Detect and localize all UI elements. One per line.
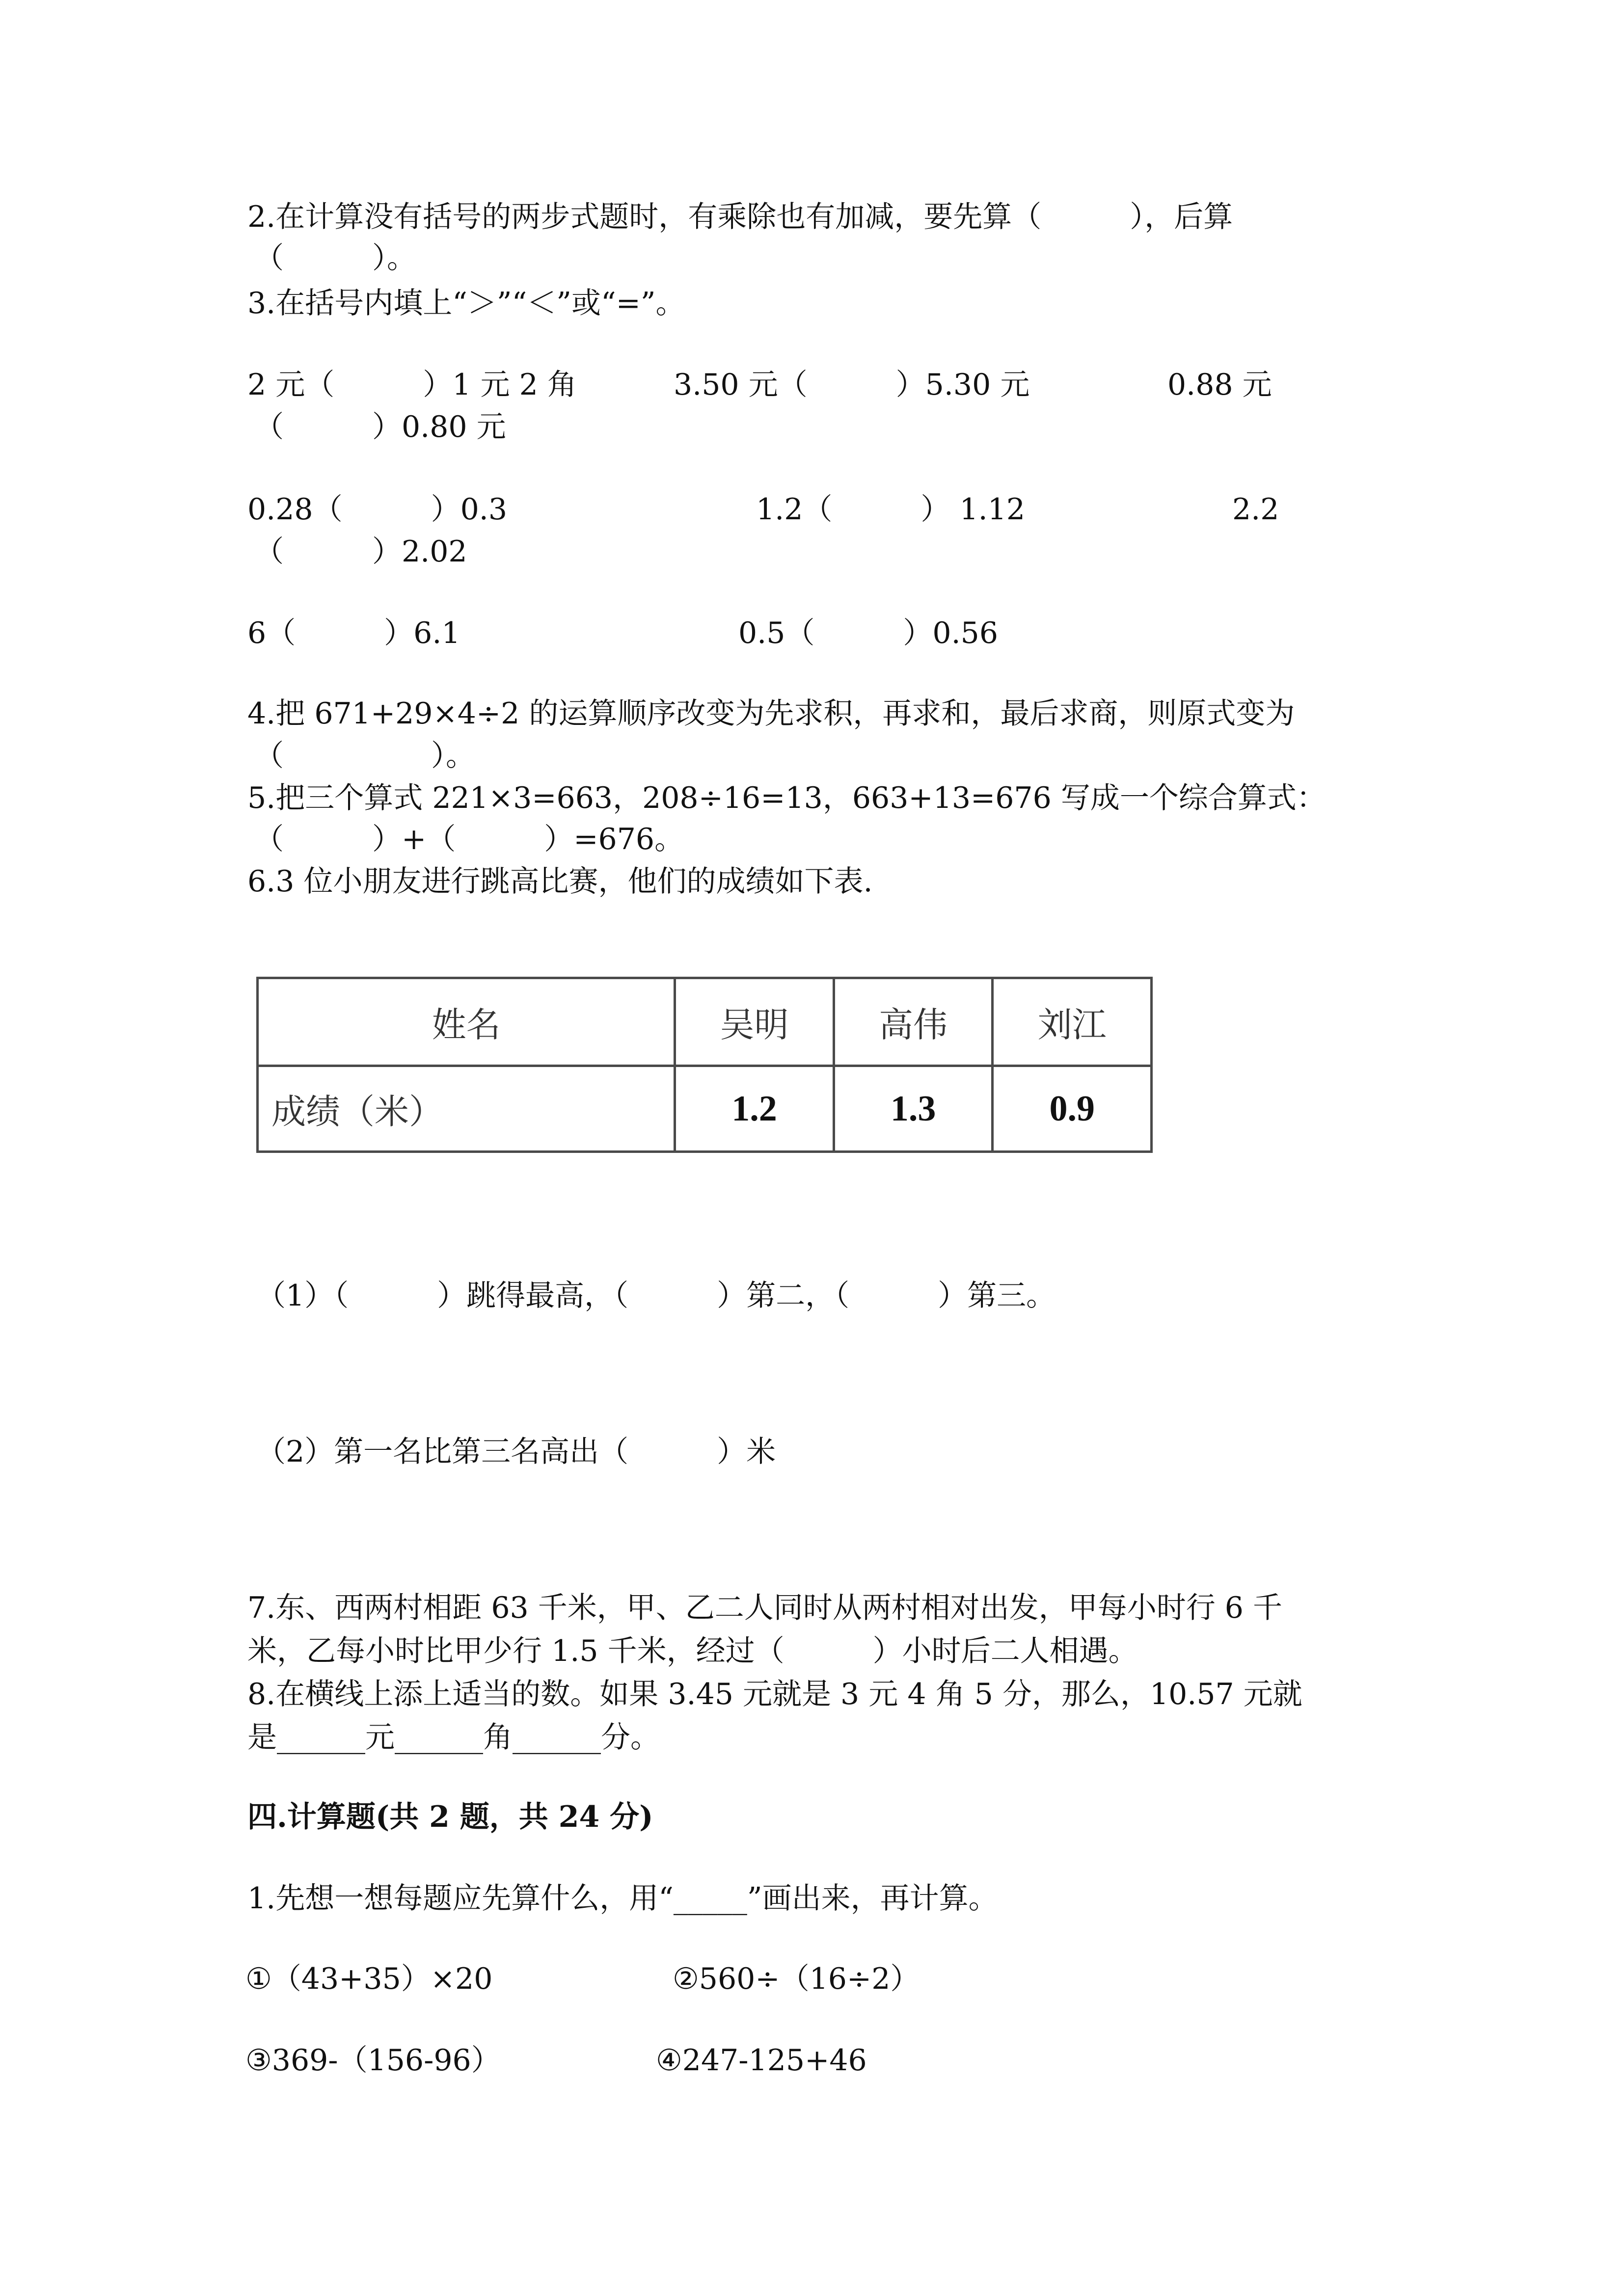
section-4-question-1: 1.先想一想每题应先算什么，用“_____”画出来，再计算。	[247, 1881, 998, 1916]
table-header-cell: 吴明	[675, 978, 834, 1066]
question-5-line-2: （ ）+（ ）=676。	[254, 822, 684, 856]
table-header-cell: 刘江	[993, 978, 1152, 1066]
question-6-part-2: （2）第一名比第三名高出（ ）米	[256, 1435, 776, 1469]
question-6: 6.3 位小朋友进行跳高比赛，他们的成绩如下表.	[247, 864, 873, 899]
expression-2: ②560÷（16÷2）	[673, 1962, 920, 1996]
compare-0-88: 0.88 元	[1167, 368, 1272, 402]
compare-2-2: 2.2	[1232, 492, 1279, 527]
question-7-line-1: 7.东、西两村相距 63 千米，甲、乙二人同时从两村相对出发，甲每小时行 6 千	[247, 1591, 1283, 1625]
question-4-line-2: （ ）。	[254, 739, 475, 773]
table-row	[258, 1066, 1152, 1152]
expression-3: ③369-（156-96）	[245, 2043, 501, 2078]
question-2-line-1: 2.在计算没有括号的两步式题时，有乘除也有加减，要先算（ ），后算	[247, 200, 1233, 234]
compare-3-50: 3.50 元（ ）5.30 元	[674, 368, 1030, 402]
question-8-line-1: 8.在横线上添上适当的数。如果 3.45 元就是 3 元 4 角 5 分，那么，10.57 元就	[247, 1677, 1302, 1711]
compare-6: 6（ ）6.1	[247, 616, 460, 650]
question-8-line-2: 是______元______角______分。	[247, 1720, 660, 1755]
question-5-line-1: 5.把三个算式 221×3=663，208÷16=13，663+13=676 写成一个综合算式：	[247, 781, 1326, 815]
question-7-line-2: 米，乙每小时比甲少行 1.5 千米，经过（ ）小时后二人相遇。	[247, 1634, 1138, 1668]
compare-2-2-cont: （ ）2.02	[254, 534, 467, 569]
compare-2yuan: 2 元（ ）1 元 2 角	[247, 368, 577, 402]
expression-4: ④247-125+46	[656, 2043, 867, 2078]
compare-0-28: 0.28（ ）0.3	[247, 492, 508, 527]
compare-0-88-cont: （ ）0.80 元	[254, 410, 506, 444]
question-3: 3.在括号内填上“＞”“＜”或“=”。	[247, 286, 685, 320]
question-4-line-1: 4.把 671+29×4÷2 的运算顺序改变为先求积，再求和，最后求商，则原式变为	[247, 696, 1295, 731]
compare-1-2: 1.2（ ） 1.12	[756, 492, 1026, 527]
table-header-cell: 高伟	[834, 978, 993, 1066]
section-4-heading: 四.计算题(共 2 题，共 24 分)	[247, 1800, 653, 1834]
table-header-cell: 姓名	[258, 978, 675, 1066]
table-cell: 0.9	[993, 1066, 1152, 1152]
table-row-label: 成绩（米）	[258, 1066, 675, 1152]
high-jump-table	[256, 977, 1153, 1153]
compare-0-5: 0.5（ ）0.56	[738, 616, 999, 650]
expression-1: ①（43+35）×20	[245, 1962, 493, 1996]
table-header-row	[258, 978, 1152, 1066]
question-6-part-1: （1）（ ）跳得最高，（ ）第二，（ ）第三。	[256, 1279, 1056, 1313]
table-cell: 1.3	[834, 1066, 993, 1152]
table-cell: 1.2	[675, 1066, 834, 1152]
question-2-line-2: （ ）。	[254, 241, 416, 275]
